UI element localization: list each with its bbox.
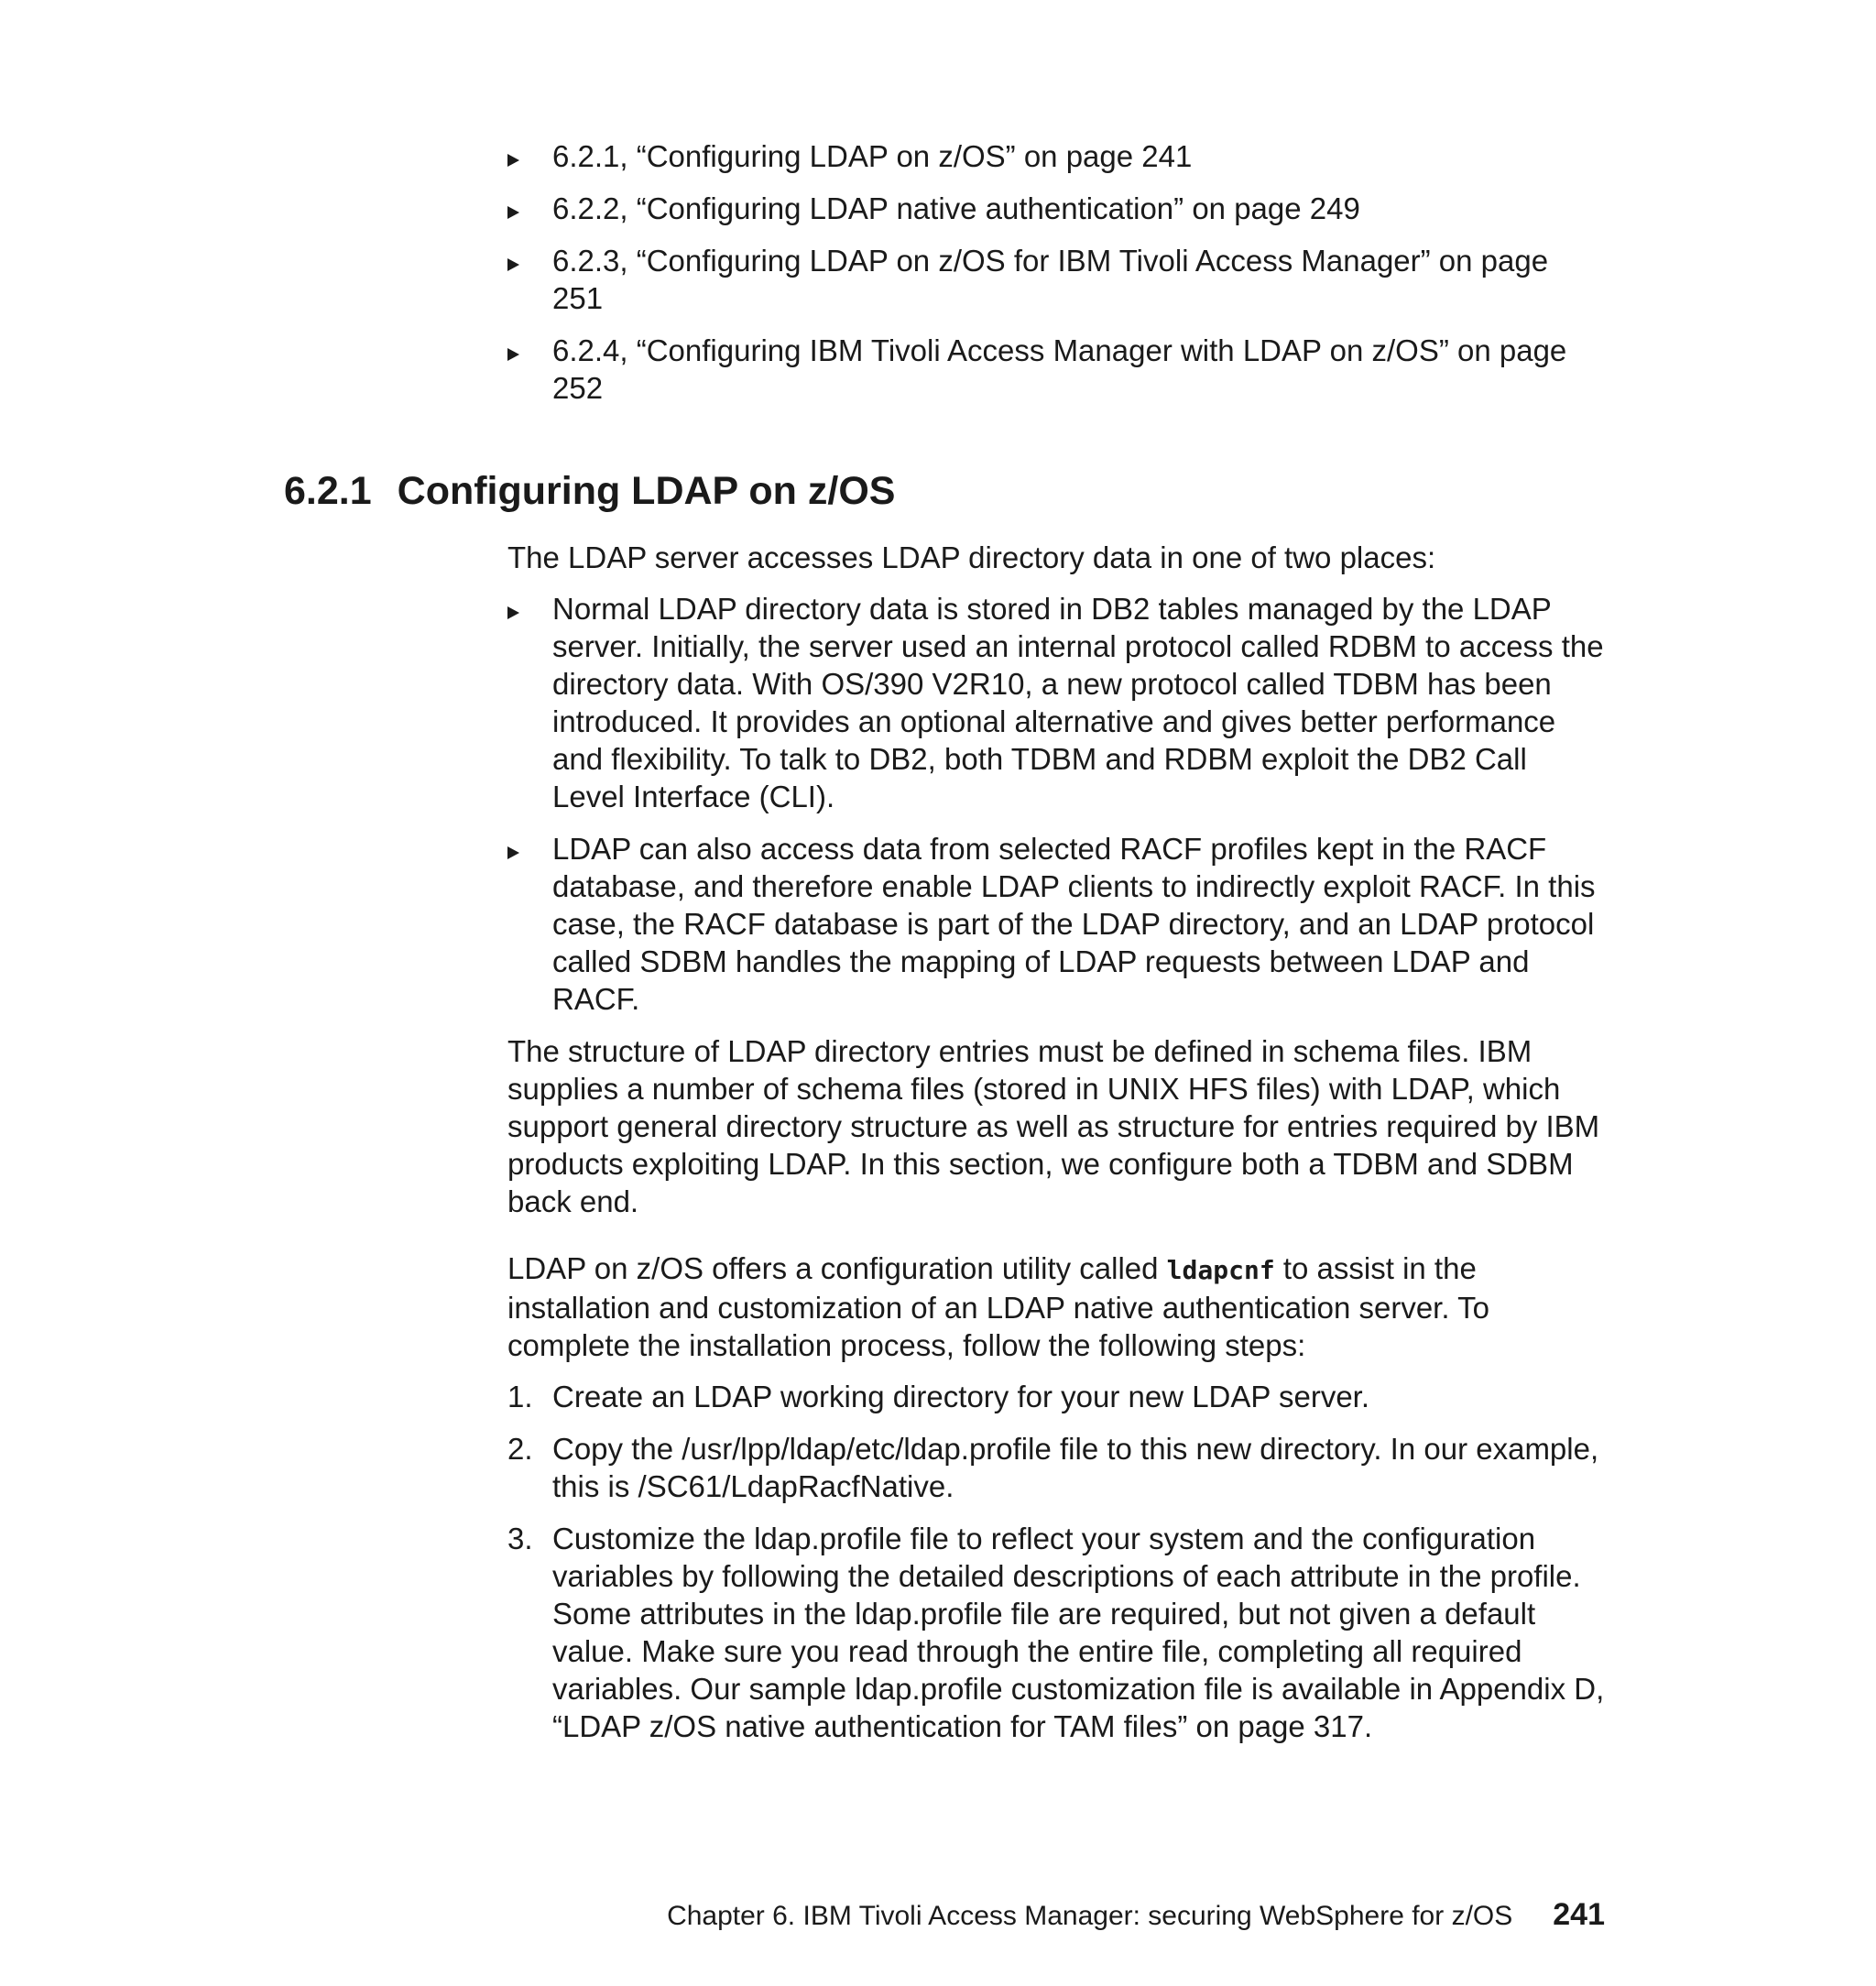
list-item-text: LDAP can also access data from selected RACF profiles kept in the RACF database, and therefore enable LDAP clients to indirectly exploit RACF. In this case, the RACF database is part of the LDAP directory, and an LDAP protocol called SDBM handles the mapping of LDAP requests between LDAP and RACF.	[552, 832, 1596, 1016]
list-item	[507, 590, 1607, 815]
toc-item[interactable]	[507, 242, 1578, 317]
toc-list	[507, 137, 1607, 407]
page-number: 241	[1553, 1897, 1605, 1932]
utility-text-before: LDAP on z/OS offers a configuration utility called	[507, 1251, 1167, 1285]
step-text: Create an LDAP working directory for your new LDAP server.	[552, 1380, 1370, 1413]
step-number: 2.	[507, 1432, 533, 1466]
section-number: 6.2.1	[284, 469, 372, 513]
bullet-triangle-icon	[507, 137, 544, 175]
section-body	[507, 539, 1607, 1760]
toc-block	[507, 137, 1607, 421]
step-number: 3.	[507, 1522, 533, 1555]
step-text: Copy the /usr/lpp/ldap/etc/ldap.profile file to this new directory. In our example, this is /SC61/LdapRacfNative.	[552, 1432, 1599, 1503]
list-item-text: Normal LDAP directory data is stored in DB2 tables managed by the LDAP server. Initially, the server used an internal protocol called RDBM to access the directory data. With OS/390 V2R10, a new protocol called TDBM has been introduced. It provides an optional alternative and gives better performance and flexibility. To talk to DB2, both TDBM and RDBM exploit the DB2 Call Level Interface (CLI).	[552, 592, 1604, 813]
page-footer	[0, 1896, 1605, 1935]
footer-chapter-title: Chapter 6. IBM Tivoli Access Manager: securing WebSphere for z/OS	[667, 1901, 1513, 1931]
step-item	[507, 1430, 1607, 1505]
bullet-triangle-icon	[507, 830, 544, 868]
section-title: Configuring LDAP on z/OS	[397, 469, 896, 513]
list-item	[507, 830, 1607, 1018]
inline-code: ldapcnf	[1166, 1255, 1275, 1285]
bullet-triangle-icon	[507, 332, 544, 369]
intro-paragraph: The LDAP server accesses LDAP directory data in one of two places:	[507, 540, 1436, 574]
utility-paragraph	[507, 1249, 1607, 1364]
bullet-triangle-icon	[507, 190, 544, 227]
bullet-list	[507, 590, 1607, 1018]
steps-list	[507, 1378, 1607, 1745]
toc-item-text: 6.2.2, “Configuring LDAP native authentication” on page 249	[552, 191, 1360, 225]
section-heading	[284, 465, 895, 517]
toc-item-text: 6.2.3, “Configuring LDAP on z/OS for IBM Tivoli Access Manager” on page 251	[552, 244, 1549, 315]
utility-text-after: to assist in the installation and customization of an LDAP native authentication server. To complete the installation process, follow the following steps:	[507, 1251, 1489, 1362]
bullet-triangle-icon	[507, 590, 544, 627]
step-item	[507, 1378, 1607, 1415]
step-item	[507, 1520, 1607, 1745]
toc-item-text: 6.2.4, “Configuring IBM Tivoli Access Manager with LDAP on z/OS” on page 252	[552, 333, 1567, 405]
toc-item[interactable]	[507, 190, 1607, 227]
toc-item[interactable]	[507, 137, 1607, 175]
bullet-triangle-icon	[507, 242, 544, 279]
toc-item-text: 6.2.1, “Configuring LDAP on z/OS” on page 241	[552, 139, 1193, 173]
step-text: Customize the ldap.profile file to reflect your system and the configuration variables by following the detailed descriptions of each attribute in the profile. Some attributes in the ldap.profile file are required, but not given a default value. Make sure you read through the entire file, completing all required variables. Our sample ldap.profile customization file is available in Appendix D, “LDAP z/OS native authentication for TAM files” on page 317.	[552, 1522, 1605, 1743]
schema-paragraph: The structure of LDAP directory entries must be defined in schema files. IBM supplies a number of schema files (stored in UNIX HFS files) with LDAP, which support general directory structure as well as structure for entries required by IBM products exploiting LDAP. In this section, we configure both a TDBM and SDBM back end.	[507, 1034, 1600, 1218]
step-number: 1.	[507, 1380, 533, 1413]
toc-item[interactable]	[507, 332, 1578, 407]
